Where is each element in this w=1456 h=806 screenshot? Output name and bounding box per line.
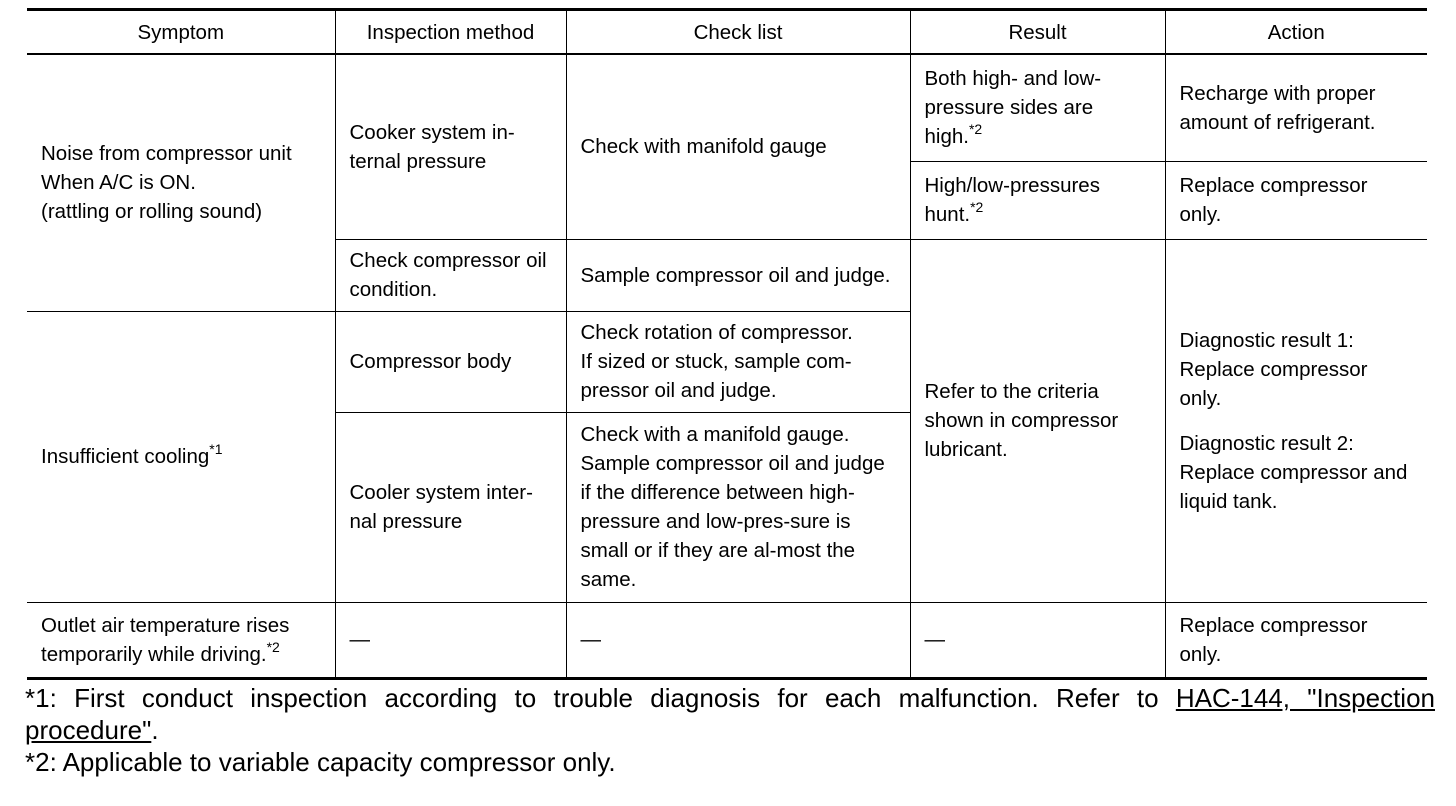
check-none: —	[566, 602, 910, 678]
result-none: —	[910, 602, 1165, 678]
result-refer-criteria: Refer to the criteria shown in compressor lubricant.	[910, 239, 1165, 602]
inspection-none: —	[335, 602, 566, 678]
header-inspection-method: Inspection method	[335, 10, 566, 55]
check-manifold-sample: Check with a manifold gauge. Sample compressor oil and judge if the difference between high-pressure and low-pres-sure is small or if they are al-most the same.	[566, 412, 910, 602]
table-row	[27, 54, 1427, 161]
inspection-compressor-body: Compressor body	[335, 311, 566, 412]
action-replace-compressor-outlet: Replace compressor only.	[1165, 602, 1427, 678]
diagnosis-table	[27, 8, 1427, 680]
check-manifold-gauge: Check with manifold gauge	[566, 54, 910, 239]
action-diagnostic-results: Diagnostic result 1: Replace compressor only. Diagnostic result 2: Replace compressor and liquid tank.	[1165, 239, 1427, 602]
inspection-cooker-pressure: Cooker system in-ternal pressure	[335, 54, 566, 239]
header-result: Result	[910, 10, 1165, 55]
header-action: Action	[1165, 10, 1427, 55]
footnote-2: *2: Applicable to variable capacity compressor only.	[25, 747, 616, 777]
inspection-procedure-link[interactable]: HAC-144, "Inspection procedure"	[25, 683, 1435, 745]
table-row	[27, 602, 1427, 678]
header-symptom: Symptom	[27, 10, 335, 55]
check-sample-oil: Sample compressor oil and judge.	[566, 239, 910, 311]
symptom-insufficient-cooling: Insufficient cooling$^{*1}$	[27, 311, 335, 602]
footnote-1: *1: First conduct inspection according to trouble diagnosis for each malfunction. Refer to HAC-144, "Inspection procedure".	[25, 683, 1435, 745]
action-replace-compressor: Replace compressor only.	[1165, 161, 1427, 239]
inspection-cooler-pressure: Cooler system inter-nal pressure	[335, 412, 566, 602]
symptom-outlet-temp: Outlet air temperature rises temporarily while driving.$^{*2}$	[27, 602, 335, 678]
footnotes	[25, 682, 1435, 778]
result-both-high: Both high- and low-pressure sides are high.$^{*2}$	[910, 54, 1165, 161]
check-rotation: Check rotation of compressor. If sized or stuck, sample com-pressor oil and judge.	[566, 311, 910, 412]
action-recharge: Recharge with proper amount of refrigerant.	[1165, 54, 1427, 161]
inspection-oil-condition: Check compressor oil condition.	[335, 239, 566, 311]
header-check-list: Check list	[566, 10, 910, 55]
header-row	[27, 10, 1427, 55]
result-hunt: High/low-pressures hunt.$^{*2}$	[910, 161, 1165, 239]
symptom-noise: Noise from compressor unit When A/C is ON. (rattling or rolling sound)	[27, 54, 335, 311]
